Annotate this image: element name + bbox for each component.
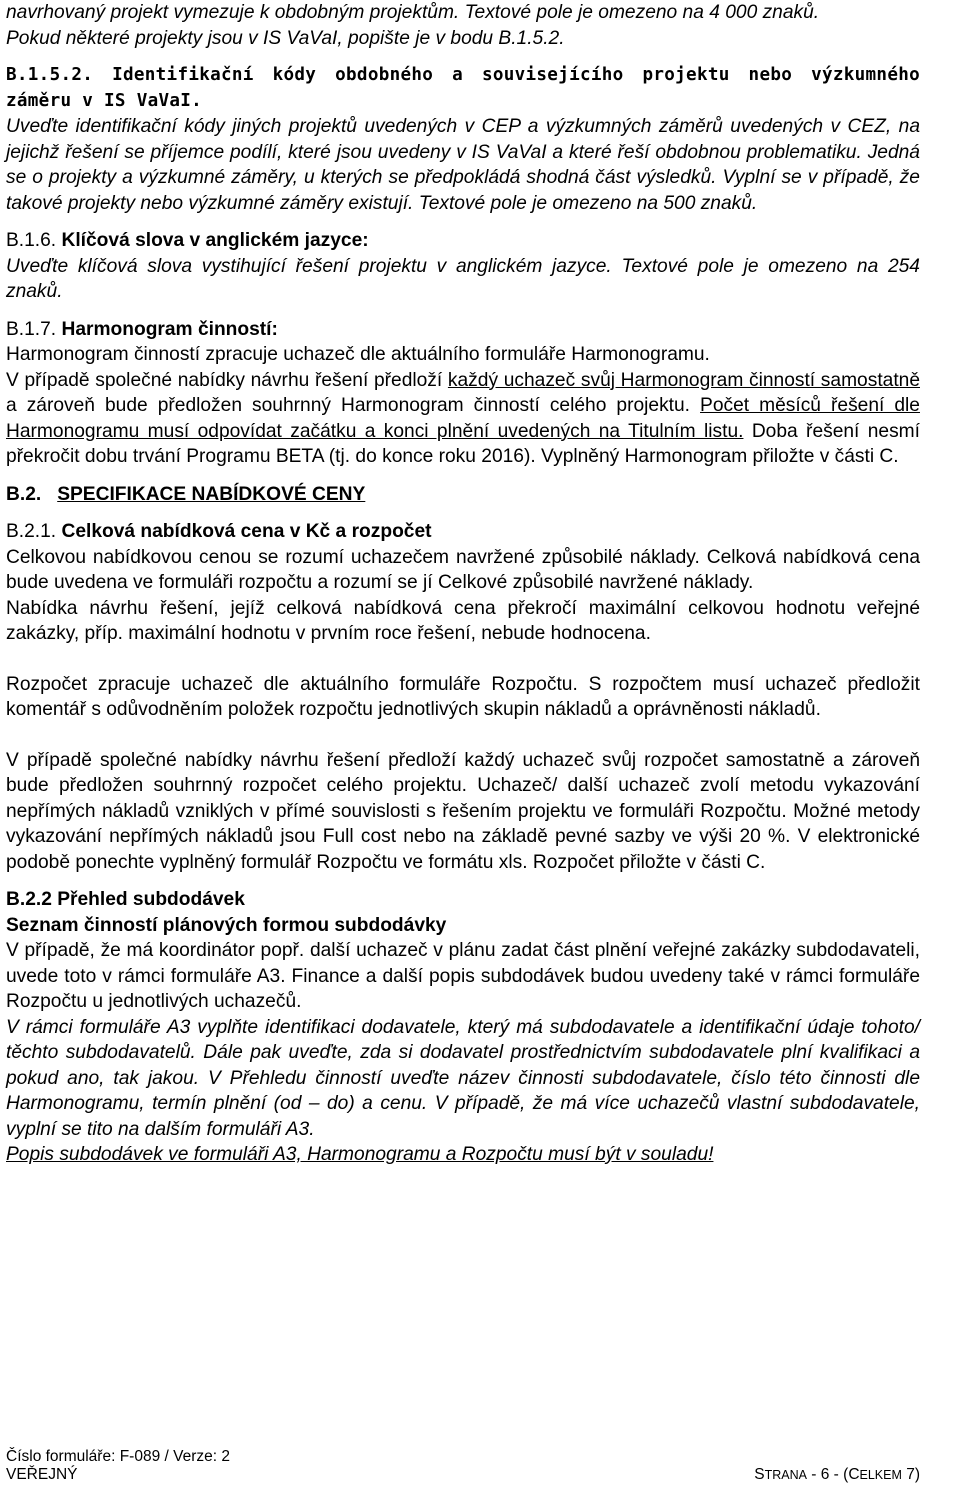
section-b16-heading (6, 228, 920, 254)
footer-page-number (754, 1466, 920, 1484)
footer-page-elkem: ELKEM (859, 1468, 902, 1482)
document-page (6, 0, 920, 1168)
section-b22-heading (6, 887, 920, 913)
section-b22-p1: V případě, že má koordinátor popř. další uchazeč v plánu zadat část plnění veřejné zakázky subdodavateli, uvede toto v rámci formuláře A3. Finance a další popis subdodávek budou uvedeny také v rámci formuláře Rozpočtu u jednotlivých uchazečů. (6, 940, 920, 1012)
section-b17-number: B.1.7. (6, 318, 57, 340)
section-b21-p3: Rozpočet zpracuje uchazeč dle aktuálního formuláře Rozpočtu. S rozpočtem musí uchazeč předložit komentář s odůvodněním položek rozpočtu jednotlivých skupin nákladů a oprávněnosti nákladů. (6, 673, 920, 720)
section-b2-heading (6, 482, 920, 508)
section-b22-number: B.2.2 (6, 889, 52, 910)
b17-t2b-underlined: každý uchazeč svůj Harmonogram činností samostatně (447, 369, 920, 391)
footer-page-mid: - 6 - ( (806, 1466, 849, 1483)
section-b152-body (6, 114, 920, 216)
section-b21-p1: Celkovou nabídkovou cenou se rozumí uchazečem navržené způsobilé náklady. Celková nabídková cena bude uvedena ve formuláři rozpočtu a rozumí se jí Celkové způsobilé navržené náklady. (6, 546, 920, 593)
footer-page-s: S (754, 1466, 765, 1483)
b17-t2c: a zároveň bude předložen souhrnný Harmonogram činností celého projektu. (6, 395, 701, 416)
footer-page-trana: TRANA (764, 1468, 807, 1482)
b16-text-2: Textové pole je omezeno na 254 znaků. (6, 255, 920, 302)
section-b21-p4: V případě společné nabídky návrhu řešení předloží každý uchazeč svůj rozpočet samostatně a zároveň bude předložen souhrnný rozpočet celého projektu. Uchazeč/ další uchazeč zvolí metodu vykazování nepřímých nákladů vzniklých v přímé souvislosti s řešením projektu ve formuláři Rozpočtu. Možné metody vykazování nepřímých nákladů jsou Full cost nebo na základě pevné sazby ve výši 20 %. V elektronické podobě ponechte vyplněný formulář Rozpočtu ve formátu xls. Rozpočet přiložte v části C. (6, 749, 920, 873)
footer-visibility: VEŘEJNÝ (6, 1466, 78, 1483)
b17-t2a: V případě společné nabídky návrhu řešení předloží (6, 369, 448, 391)
section-b17-text-1: Harmonogram činností zpracuje uchazeč dle aktuálního formuláře Harmonogramu. (6, 344, 710, 365)
section-b22-p2: V rámci formuláře A3 vyplňte identifikaci dodavatele, který má subdodavatele a identifikační údaje tohoto/ těchto subdodavatelů. Dále pak uveďte, zda si dodavatel prostřednictvím subdodavatele plní kvalifikaci a pokud ano, tak jakou. V Přehledu činností uveďte název činnosti subdodavatele, číslo této činnosti dle Harmonogramu, termín plnění (od – do) a cenu. V případě, že má více uchazečů vlastní subdodavatele, vyplní se tito na dalším formuláři A3. (6, 1016, 920, 1140)
intro-line-2: Pokud některé projekty jsou v IS VaVaI, popište je v bodu B.1.5.2. (6, 27, 565, 49)
footer-page-c: C (848, 1466, 860, 1483)
footer-page-end: 7) (901, 1466, 920, 1483)
section-b152-number: B.1.5.2. (6, 65, 94, 85)
section-b17-title: Harmonogram činností: (61, 318, 278, 340)
section-b17-text-2 (6, 368, 920, 470)
b152-text-4: Textové pole je omezeno na 500 znaků. (418, 192, 758, 214)
section-b21-number: B.2.1. (6, 521, 57, 542)
section-b21-p2: Nabídka návrhu řešení, jejíž celková nabídková cena překročí maximální celkovou hodnotu veřejné zakázky, příp. maximální hodnotu v prvním roce řešení, nebude hodnocena. (6, 597, 920, 644)
section-b152-title: Identifikační kódy obdobného a souvisejícího projektu nebo výzkumného záměru v IS VaVaI. (6, 65, 920, 111)
section-b22-title: Přehled subdodávek (57, 889, 245, 910)
section-b16-title: Klíčová slova v anglickém jazyce: (61, 230, 369, 251)
section-b16-number: B.1.6. (6, 230, 57, 251)
section-b22-subtitle: Seznam činností plánových formou subdodávky (6, 914, 447, 936)
page-footer (6, 1448, 920, 1484)
section-b16-body (6, 254, 920, 305)
intro-line-1: navrhovaný projekt vymezuje k obdobným projektům. Textové pole je omezeno na 4 000 znaků. (6, 2, 820, 23)
b152-text-3: Vyplní se v případě, že takové projekty nebo výzkumné záměry existují. (6, 167, 920, 214)
section-b22-p3: Popis subdodávek ve formuláři A3, Harmonogramu a Rozpočtu musí být v souladu! (6, 1144, 714, 1165)
footer-form-number: Číslo formuláře: F-089 / Verze: 2 (6, 1448, 230, 1465)
b17-t2d-underlined: Počet měsíců řešení dle Harmonogramu musí odpovídat začátku a konci plnění uvedených na Titulním listu. (6, 395, 920, 442)
section-b17-heading (6, 317, 920, 343)
section-b152-heading (6, 63, 920, 114)
section-b21-title: Celková nabídková cena v Kč a rozpočet (61, 521, 432, 542)
intro-paragraph (6, 0, 920, 51)
b152-text-1: Uveďte identifikační kódy jiných projektů uvedených v CEP a výzkumných záměrů uvedených v CEZ, na jejichž řešení se příjemce podílí, které jsou uvedeny v IS VaVaI a které řeší obdobnou problematiku. (6, 116, 920, 163)
b16-text-1: Uveďte klíčová slova vystihující řešení projektu v anglickém jazyce. (6, 255, 612, 277)
b152-text-2: Jedná se o projekty a výzkumné záměry, u kterých se předpokládá shodná část výsledků. (6, 141, 920, 188)
section-b21-heading (6, 519, 920, 545)
section-b2-number: B.2. (6, 483, 42, 505)
section-b2-title: SPECIFIKACE NABÍDKOVÉ CENY (57, 483, 366, 505)
b17-t2e: Doba řešení nesmí překročit dobu trvání Programu BETA (tj. do konce roku 2016). Vyplněný Harmonogram přiložte v části C. (6, 420, 920, 467)
